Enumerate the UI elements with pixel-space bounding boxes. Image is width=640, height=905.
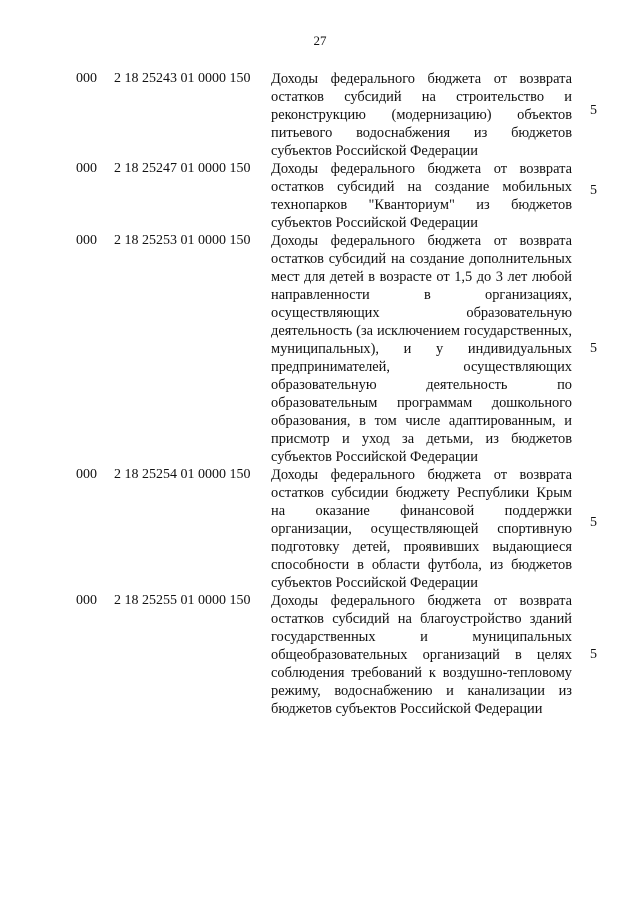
administrator-code: 000 — [76, 593, 97, 608]
budget-classification-code: 2 18 25254 01 0000 150 — [114, 467, 251, 482]
budget-classification-code: 2 18 25253 01 0000 150 — [114, 233, 251, 248]
table-row — [0, 466, 640, 592]
table-row — [0, 160, 640, 232]
table-row — [0, 232, 640, 466]
administrator-code: 000 — [76, 467, 97, 482]
budget-classification-code: 2 18 25255 01 0000 150 — [114, 593, 251, 608]
distribution-norm: 5 — [590, 515, 597, 530]
revenue-table — [0, 70, 640, 718]
revenue-description: Доходы федерального бюджета от возврата остатков субсидий на создание дополнительных мест для детей в возрасте от 1,5 до 3 лет любой направленности в организациях, осуществляющих образовательную деятельность (за исключением государственных, муниципальных), и у индивидуальных предпринимателей, осуществляющих образовательную деятельность по образовательным программам дошкольного образования, в том числе адаптированным, и присмотр и уход за детьми, из бюджетов субъектов Российской Федерации — [271, 233, 572, 465]
table-row — [0, 70, 640, 160]
budget-classification-code: 2 18 25243 01 0000 150 — [114, 71, 251, 86]
distribution-norm: 5 — [590, 183, 597, 198]
page-number: 27 — [313, 33, 327, 48]
administrator-code: 000 — [76, 71, 97, 86]
administrator-code: 000 — [76, 233, 97, 248]
revenue-description: Доходы федерального бюджета от возврата остатков субсидии бюджету Республики Крым на оказание финансовой поддержки организации, осуществляющей спортивную подготовку детей, проявивших выдающиеся способности в области футбола, из бюджетов субъектов Российской Федерации — [271, 467, 572, 591]
revenue-description: Доходы федерального бюджета от возврата остатков субсидий на строительство и реконструкцию (модернизацию) объектов питьевого водоснабжения из бюджетов субъектов Российской Федерации — [271, 71, 572, 159]
revenue-description: Доходы федерального бюджета от возврата остатков субсидий на создание мобильных технопарков "Кванториум" из бюджетов субъектов Российской Федерации — [271, 161, 572, 231]
distribution-norm: 5 — [590, 103, 597, 118]
distribution-norm: 5 — [590, 647, 597, 662]
distribution-norm: 5 — [590, 341, 597, 356]
budget-classification-code: 2 18 25247 01 0000 150 — [114, 161, 251, 176]
administrator-code: 000 — [76, 161, 97, 176]
table-row — [0, 592, 640, 718]
revenue-description: Доходы федерального бюджета от возврата остатков субсидий на благоустройство зданий государственных и муниципальных общеобразовательных организаций в целях соблюдения требований к воздушно-тепловому режиму, водоснабжению и канализации из бюджетов субъектов Российской Федерации — [271, 593, 572, 717]
